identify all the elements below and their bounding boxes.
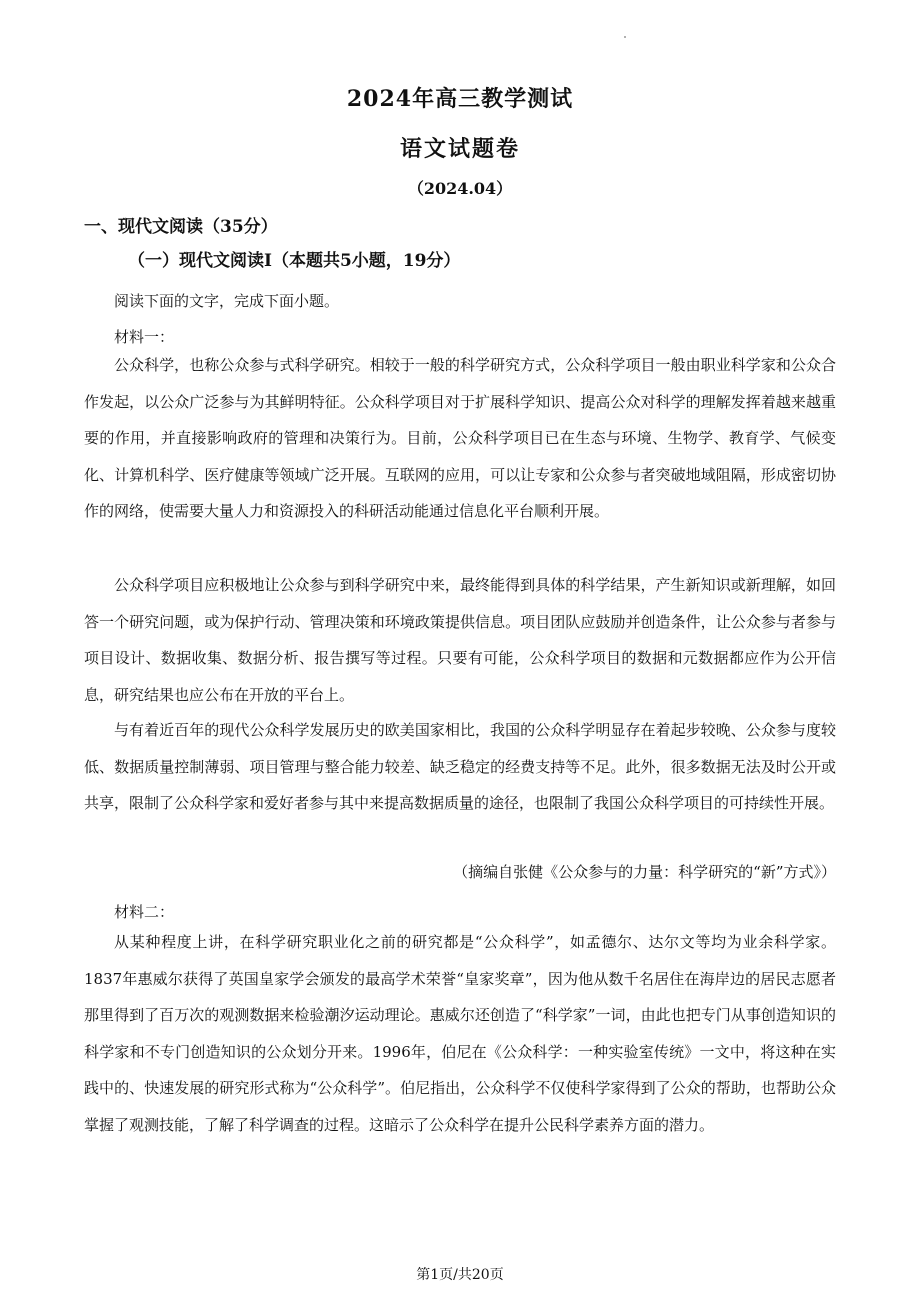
material2-label: 材料二： <box>114 903 175 921</box>
material1-label: 材料一： <box>114 328 175 346</box>
exam-title: 2024年高三教学测试 <box>346 86 574 112</box>
exam-subtitle: 语文试题卷 <box>399 136 520 162</box>
material2-paragraph-1: 从某种程度上讲，在科学研究职业化之前的研究都是“公众科学”，如孟德尔、达尔文等均为业余科学家。1837年惠威尔获得了英国皇家学会颁发的最高学术荣誉“皇家奖章”，因为他从数千名居住在海岸边的居民志愿者那里得到了百万次的观测数据来检验潮汐运动理论。惠威尔还创造了“科学家”一词，由此也把专门从事创造知识的科学家和不专门创造知识的公众划分开来。1996年，伯尼在《公众科学：一种实验室传统》一文中，将这种在实践中的、快速发展的研究形式称为“公众科学”。伯尼指出，公众科学不仅使科学家得到了公众的帮助，也帮助公众掌握了观测技能，了解了科学调查的过程。这暗示了公众科学在提升公民科学素养方面的潜力。 <box>84 933 836 1134</box>
subsection-heading: （一）现代文阅读Ⅰ（本题共5小题，19分） <box>128 251 461 271</box>
material1-paragraph-1: 公众科学，也称公众参与式科学研究。相较于一般的科学研究方式，公众科学项目一般由职业科学家和公众合作发起，以公众广泛参与为其鲜明特征。公众科学项目对于扩展科学知识、提高公众对科学的理解发挥着越来越重要的作用，并直接影响政府的管理和决策行为。目前，公众科学项目已在生态与环境、生物学、教育学、气候变化、计算机科学、医疗健康等领域广泛开展。互联网的应用，可以让专家和公众参与者突破地域阻隔，形成密切协作的网络，使需要大量人力和资源投入的科研活动能通过信息化平台顺利开展。 <box>84 356 836 521</box>
material1-paragraph-3: 与有着近百年的现代公众科学发展历史的欧美国家相比，我国的公众科学明显存在着起步较晚、公众参与度较低、数据质量控制薄弱、项目管理与整合能力较差、缺乏稳定的经费支持等不足。此外，很多数据无法及时公开或共享，限制了公众科学家和爱好者参与其中来提高数据质量的途径，也限制了我国公众科学项目的可持续性开展。 <box>84 721 836 813</box>
instruction-text: 阅读下面的文字，完成下面小题。 <box>114 292 340 310</box>
section-heading: 一、现代文阅读（35分） <box>84 217 278 237</box>
page-footer: 第1页/共20页 <box>416 1267 504 1283</box>
exam-date: （2024.04） <box>407 179 513 198</box>
material1-source: （摘编自张健《公众参与的力量：科学研究的“新”方式》） <box>453 863 836 881</box>
material1-paragraph-2: 公众科学项目应积极地让公众参与到科学研究中来，最终能得到具体的科学结果，产生新知识或新理解，如回答一个研究问题，或为保护行动、管理决策和环境政策提供信息。项目团队应鼓励并创造条件，让公众参与者参与项目设计、数据收集、数据分析、报告撰写等过程。只要有可能，公众科学项目的数据和元数据都应作为公开信息，研究结果也应公布在开放的平台上。 <box>84 576 836 704</box>
scan-dot <box>624 36 626 38</box>
